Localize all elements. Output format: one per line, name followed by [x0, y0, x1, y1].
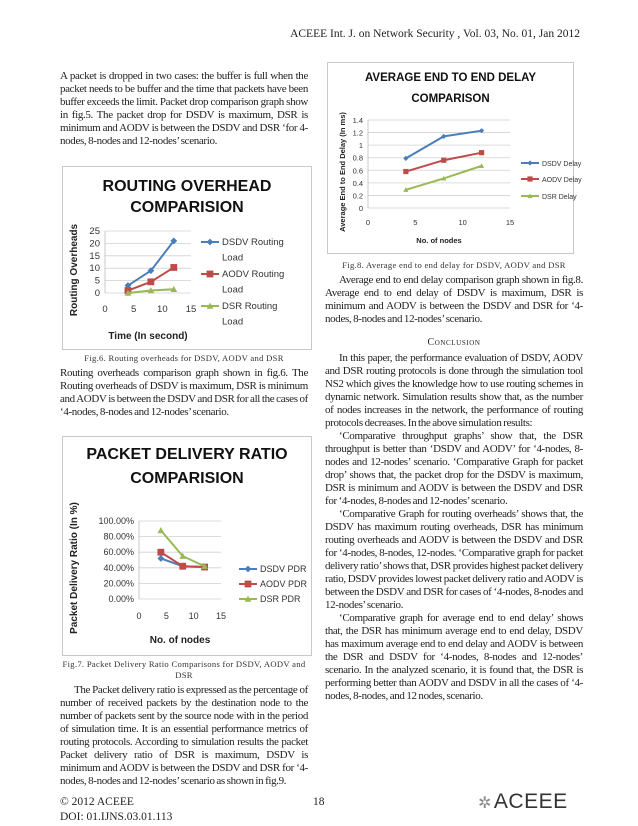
legend-entry: [201, 269, 284, 296]
legend-entry: [201, 237, 284, 264]
square-marker: [479, 150, 484, 155]
y-tick-label: 0.00%: [108, 594, 134, 604]
x-tick-label: 0: [365, 218, 371, 227]
x-axis-label: Time (In second): [108, 331, 188, 342]
series-dsr-delay: [403, 163, 484, 192]
figure-7-caption: Fig.7. Packet Delivery Ratio Comparisons for DSDV, AODV and DSR: [62, 659, 306, 680]
legend-entry: [521, 160, 582, 168]
y-tick-label: 40.00%: [103, 562, 134, 573]
legend-label: AODV Delay: [542, 177, 582, 184]
y-tick-label: 15: [89, 250, 100, 262]
x-tick-label: 10: [188, 611, 199, 621]
series-dsr-pdr: [157, 527, 208, 569]
doi: DOI: 01.IJNS.03.01.113: [60, 811, 173, 823]
x-tick-label: 5: [131, 304, 137, 315]
x-axis-label: No. of nodes: [416, 236, 462, 245]
figure-8-chart: [327, 62, 582, 254]
square-marker: [403, 169, 408, 174]
y-axis-label: Average End to End Delay (In ms): [338, 112, 347, 232]
page-number: 18: [313, 796, 325, 808]
legend-label: DSR PDR: [260, 594, 301, 604]
legend-label: DSDV Delay: [542, 161, 582, 168]
routing-overhead-chart: [63, 167, 311, 349]
diamond-marker: [157, 555, 164, 562]
y-tick-label: 80.00%: [103, 531, 134, 542]
diamond-marker: [527, 160, 532, 165]
footer-left: [60, 795, 172, 825]
legend-label: DSDV PDR: [260, 564, 307, 574]
y-tick-label: 0.2: [352, 191, 363, 201]
diamond-marker: [245, 566, 252, 573]
square-marker: [157, 549, 164, 556]
average-delay-chart: [328, 63, 582, 253]
conclusion-paragraph: In this paper, the performance evaluation of DSDV, AODV and DSR routing protocols is done through the simulation tool NS2 which gives the knowledge how to use routing schemes in dynamic network. Simulation results show that, as the number of nodes increases in the network, the performance of routing protocols decreases. In the above simulation results:: [325, 352, 583, 429]
y-axis-label: Routing Overheads: [69, 223, 80, 317]
legend-label: DSR Delay: [542, 194, 577, 201]
logo-mark-icon: ✲: [478, 795, 492, 812]
square-marker: [179, 563, 186, 570]
x-tick-label: 0: [102, 304, 108, 315]
legend-label: Load: [222, 316, 244, 328]
paragraph: Average end to end delay comparison graph shown in fig.8. Average end to end delay of DSDV is maximum, DSR is minimum and AODV is between the DSDV and DSR for ‘4-nodes, 8-nodes and 12-nodes’ scenario.: [325, 274, 583, 325]
y-tick-label: 0.8: [352, 153, 363, 163]
y-axis-label: Packet Delivery Ratio (In %): [69, 502, 80, 634]
square-marker: [245, 581, 252, 588]
x-tick-label: 0: [136, 611, 142, 621]
x-tick-label: 10: [157, 304, 168, 315]
x-tick-label: 15: [215, 611, 227, 621]
copyright: © 2012 ACEEE: [60, 796, 134, 808]
y-tick-label: 25: [89, 226, 100, 237]
paragraph: A packet is dropped in two cases: the buffer is full when the packet needs to be buffer and the time that packets have been buffer exceeds the limit. Packet drop comparison graph show in fig.5. The packet drop for DSDV is maximum, DSR is minimum and AODV is between the DSDV and DSR ‘for 4-nodes, 8-nodes and 12-nodes’ scenario.: [60, 70, 308, 147]
y-tick-label: 20.00%: [103, 578, 134, 589]
legend-label: AODV PDR: [260, 579, 308, 589]
diamond-marker: [207, 239, 214, 246]
legend-label: DSDV Routing: [222, 237, 284, 248]
legend-entry: [239, 594, 301, 604]
aceee-logo: [478, 790, 568, 814]
y-tick-label: 0.4: [352, 178, 363, 188]
square-marker: [207, 271, 214, 278]
conclusion-paragraph: ‘Comparative Graph for routing overheads’ shows that, the DSDV has maximum routing overheads, DSR has minimum routing overheads and AODV is between the DSDV and DSR for ‘4-nodes, 8-nodes, 12-nodes. ‘Comparative graph for packet delivery ratio’ shows that, DSR provides highest packet delivery ratio, DSDV provides lowest packet delivery ratio and AODV is between the DSDV and DSR for cases of ‘4-nodes, 8-nodes and 12-nodes’ scenario.: [325, 508, 583, 611]
y-tick-label: 20: [89, 238, 100, 250]
right-paragraph-1: [325, 274, 583, 326]
legend-label: Load: [222, 284, 244, 296]
legend-entry: [239, 564, 307, 574]
packet-delivery-ratio-chart: [63, 437, 311, 655]
conclusion-heading: Conclusion: [427, 337, 481, 348]
legend-label: DSR Routing: [222, 301, 278, 312]
left-paragraph-1: [60, 70, 308, 148]
x-tick-label: 5: [413, 218, 418, 227]
x-tick-label: 15: [505, 218, 515, 227]
chart-title: COMPARISION: [130, 470, 244, 487]
y-tick-label: 60.00%: [103, 547, 134, 558]
left-paragraph-3: [60, 684, 308, 788]
paragraph: The Packet delivery ratio is expressed as the percentage of number of received packets by the destination node to the number of packets sent by the source node with in the period of simulation time. It is an essential performance metrics of routing protocols. According to simulation results the packet Packet delivery ratio of DSR is maximum, DSDV is minimum and AODV is between the DSDV and DSR for ‘4-nodes, 8-nodes and 12-nodes’ scenario as shown in fig.9.: [60, 684, 308, 787]
square-marker: [147, 278, 154, 285]
figure-7-chart: [62, 436, 312, 656]
series-dsdv-delay: [403, 128, 484, 161]
legend-label: AODV Routing: [222, 269, 285, 280]
triangle-marker: [157, 527, 164, 533]
y-tick-label: 0.6: [352, 166, 363, 176]
chart-title: COMPARISON: [411, 93, 490, 105]
figure-6-chart: [62, 166, 312, 350]
chart-title: AVERAGE END TO END DELAY: [364, 72, 537, 84]
chart-title: PACKET DELIVERY RATIO: [86, 446, 288, 463]
conclusion-paragraph: ‘Comparative graph for average end to end delay’ shows that, the DSR has minimum average end to end delay, DSDV has maximum average end to end delay and AODV is between the DSR and DSDV for ‘4-nodes, 8-nodes and 12-nodes’ scenario. In the analyzed scenario, it is found that, the DSR is performing better than AODV and DSDV in all the cases of ‘4-nodes, 8-nodes, and 12 nodes, scenario.: [325, 612, 583, 702]
chart-title: COMPARISION: [130, 199, 244, 216]
legend-entry: [521, 176, 582, 184]
paragraph: Routing overheads comparison graph shown in fig.6. The Routing overheads of DSDV is maximum, DSR is minimum and AODV is between the DSDV and DSR for all the cases of ‘4-nodes, 8-nodes and 12-nodes’ scenario.: [60, 367, 308, 418]
y-tick-label: 5: [94, 275, 100, 287]
x-axis-label: No. of nodes: [149, 635, 211, 646]
square-marker: [170, 264, 177, 271]
y-tick-label: 1.4: [352, 116, 363, 125]
chart-title: ROUTING OVERHEAD: [102, 178, 272, 195]
x-tick-label: 10: [458, 218, 467, 227]
legend-entry: [239, 579, 308, 589]
y-tick-label: 1: [358, 141, 363, 151]
running-header: ACEEE Int. J. on Network Security , Vol. 03, No. 01, Jan 2012: [290, 28, 580, 40]
legend-entry: [521, 193, 577, 201]
x-tick-label: 5: [163, 611, 169, 621]
left-paragraph-2: [60, 367, 308, 419]
figure-6-caption: Fig.6. Routing overheads for DSDV, AODV and DSR: [84, 353, 284, 363]
y-tick-label: 1.2: [352, 128, 363, 138]
conclusion-paragraph: ‘Comparative throughput graphs’ show that, the DSR throughput is better than ‘DSDV and AODV’ for ‘4-nodes, 8-nodes and 12-nodes’ scenario. ‘Comparative Graph for packet drop’ shows that, the packet drop for the DSDV is maximum, DSR is minimum and AODV is between the DSDV and DSR for ‘4-nodes, 8-nodes and 12-nodes’ scenario.: [325, 430, 583, 507]
y-tick-label: 100.00%: [98, 516, 134, 526]
y-tick-label: 0: [94, 288, 100, 299]
legend-entry: [201, 301, 277, 328]
logo-text: ACEEE: [493, 790, 568, 813]
legend-label: Load: [222, 252, 244, 264]
square-marker: [441, 158, 446, 163]
x-tick-label: 15: [185, 304, 197, 315]
y-tick-label: 0: [358, 204, 363, 213]
square-marker: [527, 176, 532, 181]
y-tick-label: 10: [89, 263, 100, 275]
figure-8-caption: Fig.8. Average end to end delay for DSDV, AODV and DSR: [342, 260, 566, 270]
series-dsr-routing: [125, 286, 178, 296]
conclusion-body: [325, 352, 583, 703]
